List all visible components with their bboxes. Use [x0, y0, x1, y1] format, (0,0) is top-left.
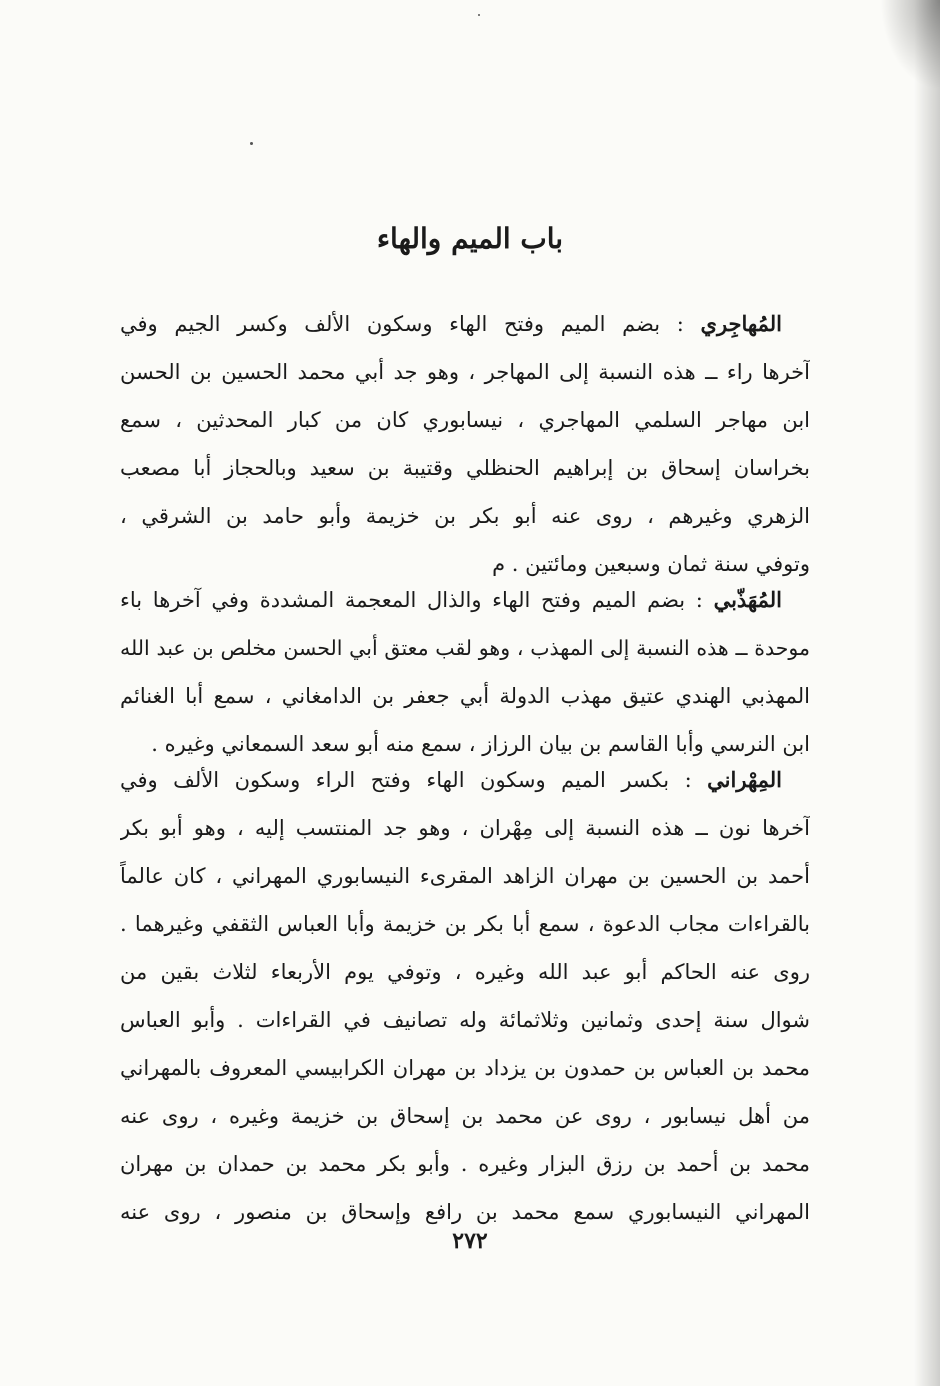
- text-line: [120, 576, 810, 624]
- text-line: المهراني النيسابوري سمع محمد بن رافع وإسحاق بن منصور ، روى عنه: [120, 1200, 810, 1224]
- line-text: : بضم الميم وفتح الهاء وسكون الألف وكسر الجيم وفي: [120, 312, 701, 336]
- text-line: [120, 300, 810, 348]
- chapter-title: باب الميم والهاء: [376, 222, 564, 255]
- text-line: آخرها راء ــ هذه النسبة إلى المهاجر ، وهو جد أبي محمد الحسين بن الحسن: [120, 360, 810, 384]
- ink-speck: [478, 14, 480, 16]
- headword: المُهَذّبي: [713, 587, 782, 612]
- entry-muhadhdhabi: [120, 576, 810, 768]
- text-line: ابن مهاجر السلمي المهاجري ، نيسابوري كان من كبار المحدثين ، سمع: [120, 408, 810, 432]
- text-line: موحدة ــ هذه النسبة إلى المهذب ، وهو لقب معتق أبي الحسن مخلص بن عبد الله: [120, 636, 810, 660]
- text-line: روى عنه الحاكم أبو عبد الله وغيره ، وتوفي يوم الأربعاء لثلاث بقين من: [120, 960, 810, 984]
- binding-shadow: [914, 0, 940, 1386]
- text-line: بالقراءات مجاب الدعوة ، سمع أبا بكر بن خزيمة وأبا العباس الثقفي وغيرهما .: [120, 912, 810, 936]
- text-line: الزهري وغيرهم ، روى عنه أبو بكر بن خزيمة وأبو حامد بن الشرقي ،: [120, 504, 810, 528]
- headword: المُهاجِري: [700, 311, 782, 336]
- text-line: شوال سنة إحدى وثمانين وثلاثمائة وله تصانيف في القراءات . وأبو العباس: [120, 1008, 810, 1032]
- text-line: محمد بن أحمد بن رزق البزار وغيره . وأبو بكر محمد بن حمدان بن مهران: [120, 1152, 810, 1176]
- text-line: آخرها نون ــ هذه النسبة إلى مِهْران ، وهو جد المنتسب إليه ، وهو أبو بكر: [120, 816, 810, 840]
- text-line: بخراسان إسحاق بن إبراهيم الحنظلي وقتيبة بن سعيد وبالحجاز أبا مصعب: [120, 456, 810, 480]
- ink-speck: [250, 142, 253, 145]
- text-line: [120, 756, 810, 804]
- text-line: المهذبي الهندي عتيق مهذب الدولة أبي جعفر بن الدامغاني ، سمع أبا الغنائم: [120, 684, 810, 708]
- text-line: وتوفي سنة ثمان وسبعين ومائتين . م: [492, 552, 810, 576]
- corner-shadow: [880, 0, 940, 90]
- text-line: ابن النرسي وأبا القاسم بن بيان الرزاز ، سمع منه أبو سعد السمعاني وغيره .: [151, 732, 810, 756]
- line-text: : بكسر الميم وسكون الهاء وفتح الراء وسكون الألف وفي: [120, 768, 708, 792]
- line-text: : بضم الميم وفتح الهاء والذال المعجمة المشددة وفي آخرها باء: [120, 588, 714, 612]
- text-line: من أهل نيسابور ، روى عن محمد بن إسحاق بن خزيمة وغيره ، روى عنه: [120, 1104, 810, 1128]
- entry-mihrani: [120, 756, 810, 1236]
- headword: المِهْراني: [707, 767, 782, 792]
- text-line: محمد بن العباس بن حمدون بن يزداد بن مهران الكرابيسي المعروف بالمهراني: [120, 1056, 810, 1080]
- entry-muhajiri: [120, 300, 810, 588]
- text-line: أحمد بن الحسين بن مهران الزاهد المقرىء النيسابوري المهراني ، كان عالماً: [120, 864, 810, 888]
- page-number: ٢٧٢: [452, 1228, 488, 1254]
